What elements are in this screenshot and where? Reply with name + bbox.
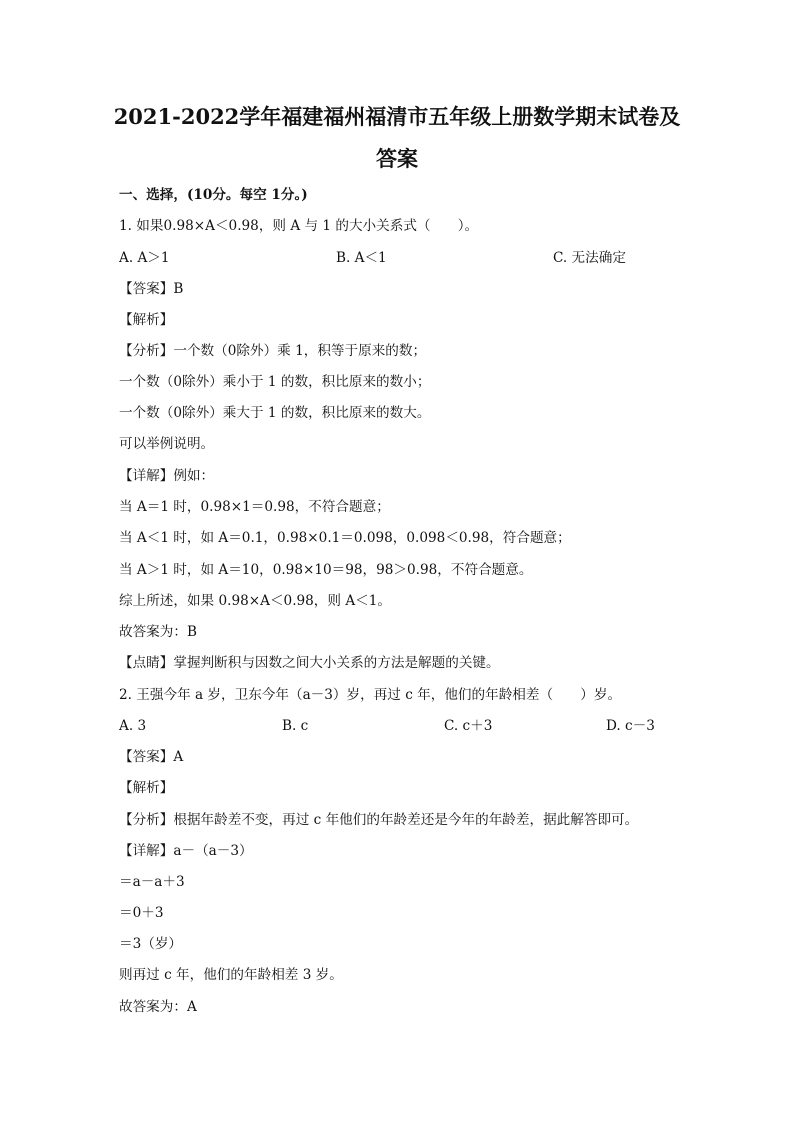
question-1-answer: 【答案】B: [119, 281, 184, 297]
question-1-analysis-title: 【解析】: [119, 312, 174, 328]
question-2-option-b: B. c: [282, 718, 309, 734]
question-1-line: 当 A＜1 时，如 A＝0.1，0.98×0.1＝0.098，0.098＜0.98，符合题意；: [119, 530, 571, 546]
question-1-option-a: A. A＞1: [119, 250, 170, 266]
question-1-line: 一个数（0除外）乘小于 1 的数，积比原来的数小；: [119, 374, 431, 390]
question-2-stem: 2. 王强今年 a 岁，卫东今年（a－3）岁，再过 c 年，他们的年龄相差（ ）岁。: [119, 687, 622, 703]
document-title-line-2: 答案: [376, 146, 418, 171]
document-title-line-1: 2021-2022学年福建福州福清市五年级上册数学期末试卷及: [113, 104, 681, 129]
question-1-line: 当 A＝1 时，0.98×1＝0.98，不符合题意；: [119, 499, 390, 515]
question-2-line: 【分析】根据年龄差不变，再过 c 年他们的年龄差还是今年的年龄差，据此解答即可。: [119, 812, 639, 828]
question-1-line: 综上所述，如果 0.98×A＜0.98，则 A＜1。: [119, 593, 391, 609]
question-1-line: 当 A＞1 时，如 A＝10，0.98×10＝98，98＞0.98，不符合题意。: [119, 562, 533, 578]
question-2-line: ＝0＋3: [119, 905, 164, 921]
question-2-option-d: D. c－3: [606, 718, 655, 734]
question-2-line: 则再过 c 年，他们的年龄相差 3 岁。: [119, 967, 343, 983]
question-2-line: ＝a－a＋3: [119, 874, 185, 890]
question-1-line: 【点睛】掌握判断积与因数之间大小关系的方法是解题的关键。: [119, 655, 500, 671]
question-2-line: ＝3（岁）: [119, 936, 183, 952]
question-1-stem: 1. 如果0.98×A＜0.98，则 A 与 1 的大小关系式（ ）。: [119, 218, 479, 234]
question-2-line: 【详解】a－（a－3）: [119, 843, 253, 859]
question-1-option-c: C. 无法确定: [553, 250, 626, 266]
question-2-option-c: C. c＋3: [444, 718, 493, 734]
question-1-line: 故答案为：B: [119, 624, 197, 640]
question-2-analysis-title: 【解析】: [119, 780, 174, 796]
question-1-line: 一个数（0除外）乘大于 1 的数，积比原来的数大。: [119, 405, 431, 421]
question-2-option-a: A. 3: [119, 718, 147, 734]
question-2-line: 故答案为：A: [119, 999, 197, 1015]
section-heading: 一、选择，(10分。每空 1分。): [119, 187, 308, 203]
question-1-option-b: B. A＜1: [336, 250, 387, 266]
question-2-answer: 【答案】A: [119, 749, 184, 765]
question-1-line: 【详解】例如：: [119, 468, 215, 484]
question-1-line: 可以举例说明。: [119, 436, 215, 452]
question-1-line: 【分析】一个数（0除外）乘 1，积等于原来的数；: [119, 343, 427, 359]
